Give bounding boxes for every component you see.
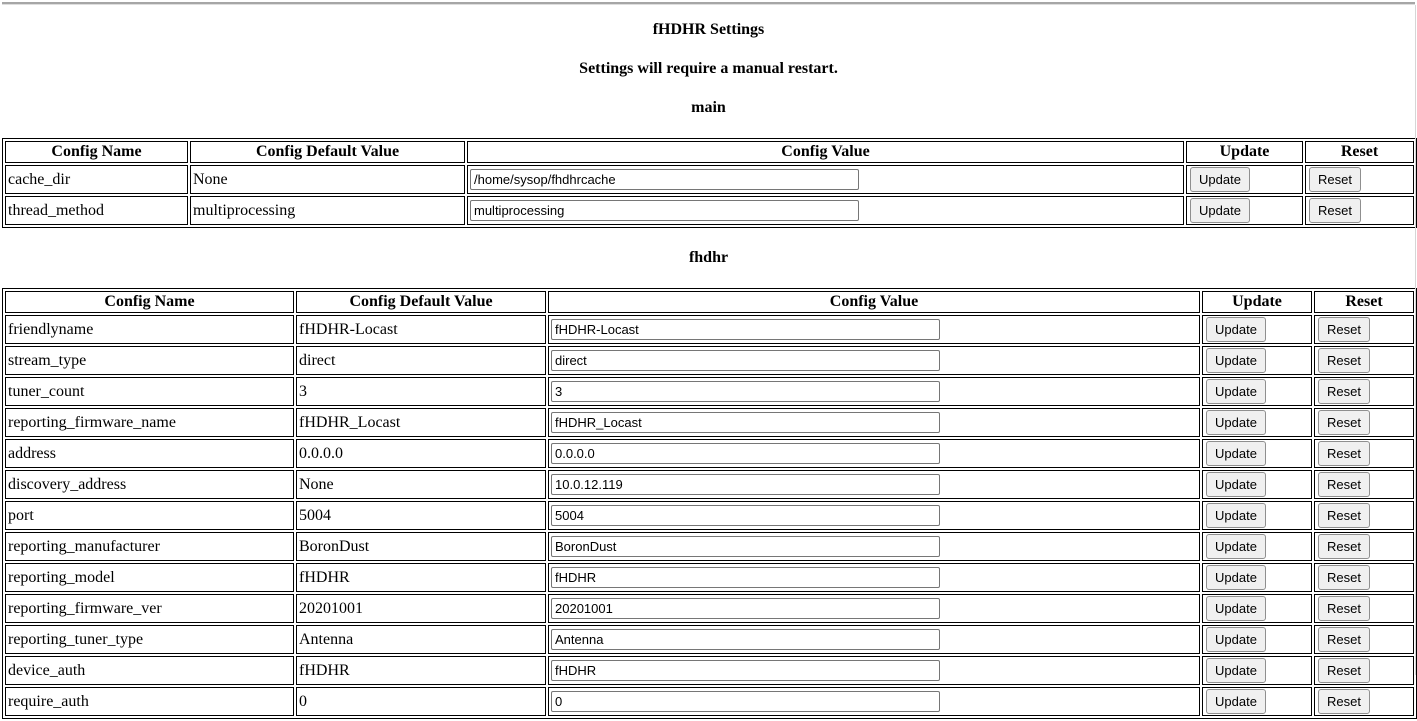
reset-cell xyxy=(1305,165,1414,194)
config-default-value-cell: fHDHR xyxy=(296,656,546,685)
update-cell xyxy=(1186,165,1303,194)
reset-button[interactable]: Reset xyxy=(1318,379,1370,404)
update-button[interactable]: Update xyxy=(1206,596,1266,621)
config-row xyxy=(5,501,1414,530)
config-value-cell xyxy=(548,563,1200,592)
reset-cell xyxy=(1314,563,1414,592)
config-default-value-cell: fHDHR_Locast xyxy=(296,408,546,437)
reset-cell xyxy=(1314,470,1414,499)
section-fhdhr xyxy=(2,249,1415,719)
reset-button[interactable]: Reset xyxy=(1318,441,1370,466)
update-button[interactable]: Update xyxy=(1206,472,1266,497)
update-button[interactable]: Update xyxy=(1206,379,1266,404)
update-button[interactable]: Update xyxy=(1206,410,1266,435)
update-cell xyxy=(1202,656,1312,685)
config-row xyxy=(5,165,1414,194)
section-heading-fhdhr: fhdhr xyxy=(2,249,1415,267)
config-value-input[interactable] xyxy=(551,443,940,464)
config-value-cell xyxy=(548,470,1200,499)
header-row xyxy=(5,291,1414,313)
config-value-cell xyxy=(467,165,1184,194)
config-value-input[interactable] xyxy=(551,412,940,433)
config-row xyxy=(5,594,1414,623)
config-value-input[interactable] xyxy=(551,350,940,371)
config-row xyxy=(5,563,1414,592)
config-name-cell: address xyxy=(5,439,294,468)
config-name-cell: discovery_address xyxy=(5,470,294,499)
reset-cell xyxy=(1314,532,1414,561)
update-cell xyxy=(1202,470,1312,499)
reset-cell xyxy=(1314,346,1414,375)
update-button[interactable]: Update xyxy=(1206,658,1266,683)
update-button[interactable]: Update xyxy=(1206,627,1266,652)
config-value-cell xyxy=(548,377,1200,406)
reset-button[interactable]: Reset xyxy=(1318,534,1370,559)
config-name-cell: reporting_tuner_type xyxy=(5,625,294,654)
reset-button[interactable]: Reset xyxy=(1309,198,1361,223)
config-row xyxy=(5,346,1414,375)
config-value-cell xyxy=(548,625,1200,654)
reset-cell xyxy=(1314,687,1414,716)
column-header-config-name: Config Name xyxy=(5,141,188,163)
update-button[interactable]: Update xyxy=(1206,348,1266,373)
reset-cell xyxy=(1305,196,1414,225)
config-value-input[interactable] xyxy=(551,598,940,619)
config-default-value-cell: fHDHR-Locast xyxy=(296,315,546,344)
reset-button[interactable]: Reset xyxy=(1318,410,1370,435)
config-default-value-cell: fHDHR xyxy=(296,563,546,592)
update-cell xyxy=(1186,196,1303,225)
config-value-cell xyxy=(548,687,1200,716)
config-name-cell: reporting_firmware_ver xyxy=(5,594,294,623)
reset-button[interactable]: Reset xyxy=(1318,565,1370,590)
config-row xyxy=(5,408,1414,437)
reset-cell xyxy=(1314,315,1414,344)
update-button[interactable]: Update xyxy=(1206,503,1266,528)
config-value-input[interactable] xyxy=(551,660,940,681)
config-value-input[interactable] xyxy=(470,169,859,190)
config-value-input[interactable] xyxy=(551,474,940,495)
config-name-cell: reporting_manufacturer xyxy=(5,532,294,561)
config-value-cell xyxy=(548,315,1200,344)
config-value-cell xyxy=(467,196,1184,225)
fhdhr-settings-table xyxy=(2,288,1417,719)
window-right-edge-line xyxy=(1415,5,1416,675)
config-name-cell: require_auth xyxy=(5,687,294,716)
config-name-cell: cache_dir xyxy=(5,165,188,194)
config-default-value-cell: 5004 xyxy=(296,501,546,530)
config-default-value-cell: None xyxy=(190,165,465,194)
header-row xyxy=(5,141,1414,163)
config-value-input[interactable] xyxy=(470,200,859,221)
config-row xyxy=(5,315,1414,344)
config-row xyxy=(5,470,1414,499)
config-name-cell: tuner_count xyxy=(5,377,294,406)
page-title: fHDHR Settings xyxy=(2,21,1415,39)
config-row xyxy=(5,656,1414,685)
reset-cell xyxy=(1314,594,1414,623)
config-value-input[interactable] xyxy=(551,319,940,340)
column-header-config-default-value: Config Default Value xyxy=(296,291,546,313)
reset-button[interactable]: Reset xyxy=(1318,627,1370,652)
config-name-cell: port xyxy=(5,501,294,530)
column-header-config-value: Config Value xyxy=(548,291,1200,313)
reset-cell xyxy=(1314,377,1414,406)
config-default-value-cell: direct xyxy=(296,346,546,375)
column-header-update: Update xyxy=(1186,141,1303,163)
update-button[interactable]: Update xyxy=(1190,167,1250,192)
reset-button[interactable]: Reset xyxy=(1309,167,1361,192)
config-value-cell xyxy=(548,346,1200,375)
config-value-input[interactable] xyxy=(551,691,940,712)
main-settings-table xyxy=(2,138,1417,228)
config-default-value-cell: 0 xyxy=(296,687,546,716)
config-default-value-cell: multiprocessing xyxy=(190,196,465,225)
config-name-cell: reporting_model xyxy=(5,563,294,592)
config-row xyxy=(5,196,1414,225)
update-button[interactable]: Update xyxy=(1206,441,1266,466)
config-default-value-cell: None xyxy=(296,470,546,499)
reset-button[interactable]: Reset xyxy=(1318,689,1370,714)
update-button[interactable]: Update xyxy=(1206,689,1266,714)
config-value-input[interactable] xyxy=(551,536,940,557)
config-value-input[interactable] xyxy=(551,381,940,402)
page-subtitle: Settings will require a manual restart. xyxy=(2,60,1415,78)
reset-cell xyxy=(1314,625,1414,654)
update-cell xyxy=(1202,315,1312,344)
config-value-cell xyxy=(548,532,1200,561)
config-row xyxy=(5,625,1414,654)
update-cell xyxy=(1202,346,1312,375)
reset-button[interactable]: Reset xyxy=(1318,472,1370,497)
reset-cell xyxy=(1314,656,1414,685)
config-row xyxy=(5,377,1414,406)
config-value-cell xyxy=(548,656,1200,685)
reset-cell xyxy=(1314,439,1414,468)
config-name-cell: reporting_firmware_name xyxy=(5,408,294,437)
config-row xyxy=(5,687,1414,716)
config-name-cell: thread_method xyxy=(5,196,188,225)
config-value-input[interactable] xyxy=(551,505,940,526)
config-default-value-cell: 3 xyxy=(296,377,546,406)
config-name-cell: stream_type xyxy=(5,346,294,375)
update-cell xyxy=(1202,377,1312,406)
config-name-cell: friendlyname xyxy=(5,315,294,344)
update-cell xyxy=(1202,532,1312,561)
reset-cell xyxy=(1314,408,1414,437)
reset-button[interactable]: Reset xyxy=(1318,596,1370,621)
browser-top-edge-line xyxy=(2,2,1415,5)
config-default-value-cell: 20201001 xyxy=(296,594,546,623)
config-value-cell xyxy=(548,439,1200,468)
config-default-value-cell: 0.0.0.0 xyxy=(296,439,546,468)
reset-cell xyxy=(1314,501,1414,530)
reset-button[interactable]: Reset xyxy=(1318,317,1370,342)
config-row xyxy=(5,532,1414,561)
config-default-value-cell: BoronDust xyxy=(296,532,546,561)
column-header-reset: Reset xyxy=(1314,291,1414,313)
reset-button[interactable]: Reset xyxy=(1318,658,1370,683)
column-header-config-name: Config Name xyxy=(5,291,294,313)
update-cell xyxy=(1202,563,1312,592)
update-cell xyxy=(1202,501,1312,530)
update-cell xyxy=(1202,408,1312,437)
config-value-cell xyxy=(548,501,1200,530)
config-value-cell xyxy=(548,594,1200,623)
update-button[interactable]: Update xyxy=(1206,317,1266,342)
config-row xyxy=(5,439,1414,468)
config-value-cell xyxy=(548,408,1200,437)
column-header-config-default-value: Config Default Value xyxy=(190,141,465,163)
update-button[interactable]: Update xyxy=(1190,198,1250,223)
update-cell xyxy=(1202,439,1312,468)
update-cell xyxy=(1202,594,1312,623)
reset-button[interactable]: Reset xyxy=(1318,348,1370,373)
config-value-input[interactable] xyxy=(551,567,940,588)
update-cell xyxy=(1202,687,1312,716)
column-header-update: Update xyxy=(1202,291,1312,313)
column-header-config-value: Config Value xyxy=(467,141,1184,163)
config-value-input[interactable] xyxy=(551,629,940,650)
config-name-cell: device_auth xyxy=(5,656,294,685)
column-header-reset: Reset xyxy=(1305,141,1414,163)
update-button[interactable]: Update xyxy=(1206,565,1266,590)
update-cell xyxy=(1202,625,1312,654)
section-main xyxy=(2,99,1415,228)
config-default-value-cell: Antenna xyxy=(296,625,546,654)
update-button[interactable]: Update xyxy=(1206,534,1266,559)
section-heading-main: main xyxy=(2,99,1415,117)
reset-button[interactable]: Reset xyxy=(1318,503,1370,528)
